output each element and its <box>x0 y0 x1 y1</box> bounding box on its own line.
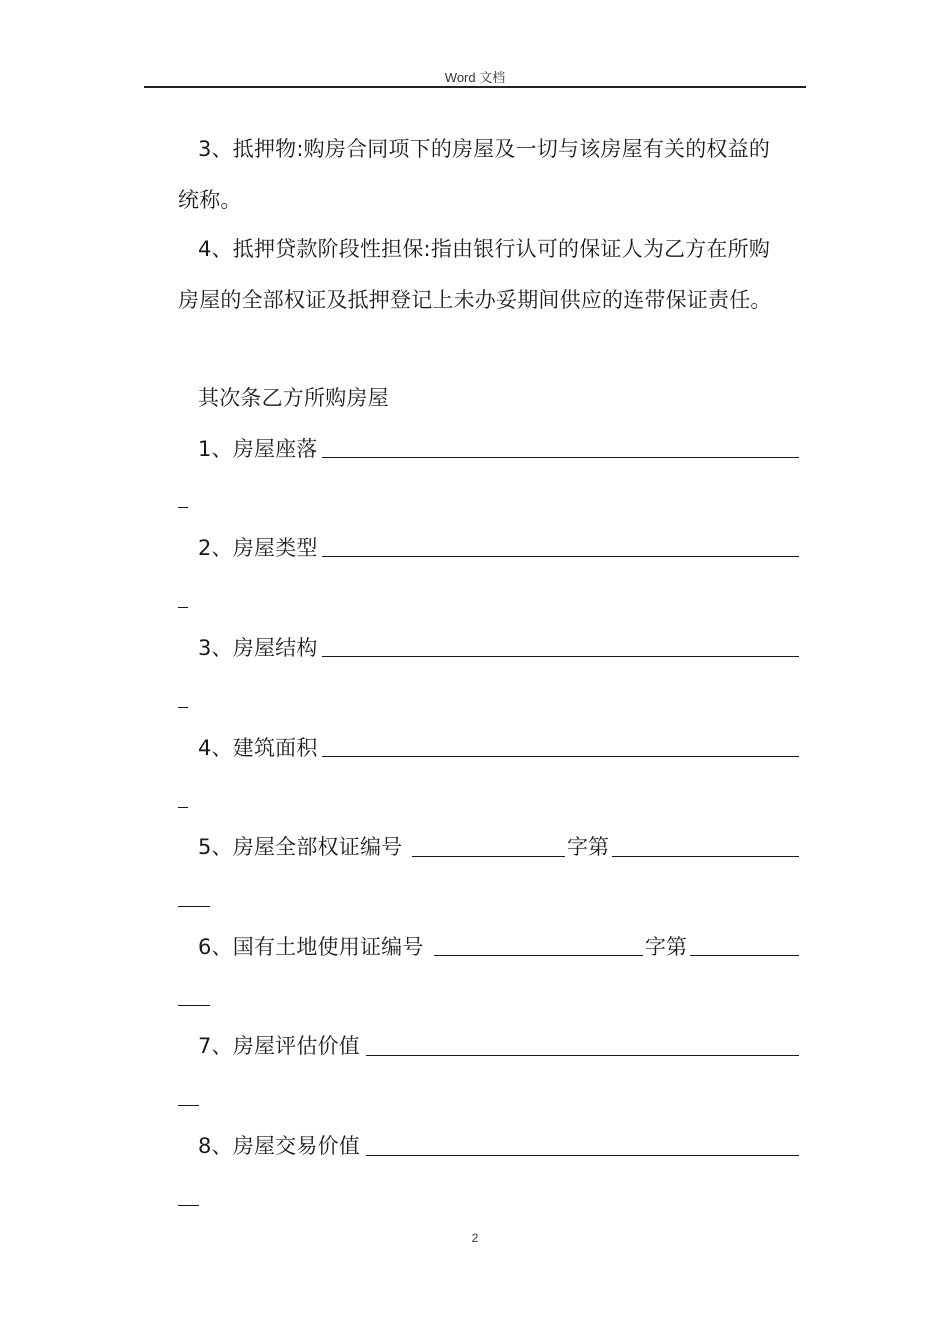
field-house-type-blank <box>322 556 799 557</box>
field-ownership-cert-label: 5、房屋全部权证编号 <box>198 835 403 859</box>
field-ownership-cert-blank-2 <box>612 856 799 857</box>
field-land-cert-zidi: 字第 <box>645 935 687 959</box>
field-floor-area-blank <box>322 756 799 757</box>
field-transaction-value-label: 8、房屋交易价值 <box>198 1134 360 1158</box>
field-appraised-value-blank <box>366 1055 799 1056</box>
paragraph-4-line-2: 房屋的全部权证及抵押登记上未办妥期间供应的连带保证责任。 <box>178 288 772 312</box>
field-house-location-blank <box>322 457 799 458</box>
field-house-location-blank-cont <box>178 507 188 508</box>
field-ownership-cert-zidi: 字第 <box>567 835 609 859</box>
field-floor-area-blank-cont <box>178 807 188 808</box>
field-house-structure-blank <box>322 656 799 657</box>
paragraph-4-line-1: 4、抵押贷款阶段性担保:指由银行认可的保证人为乙方在所购 <box>198 237 771 261</box>
paragraph-3-line-2: 统称。 <box>178 188 242 212</box>
field-appraised-value-label: 7、房屋评估价值 <box>198 1034 360 1058</box>
field-transaction-value-blank-cont <box>178 1205 199 1206</box>
paragraph-3-line-1: 3、抵押物:购房合同项下的房屋及一切与该房屋有关的权益的 <box>198 137 771 161</box>
field-appraised-value-blank-cont <box>178 1105 199 1106</box>
field-land-cert-blank-2 <box>690 955 799 956</box>
field-land-cert-blank-cont <box>178 1005 210 1006</box>
field-ownership-cert-blank-1 <box>412 856 565 857</box>
field-transaction-value-blank <box>366 1155 799 1156</box>
field-floor-area-label: 4、建筑面积 <box>198 736 318 760</box>
header-title: Word 文档 <box>444 70 506 85</box>
field-house-type-blank-cont <box>178 607 188 608</box>
field-house-type-label: 2、房屋类型 <box>198 536 318 560</box>
section-title: 其次条乙方所购房屋 <box>198 386 389 410</box>
header-divider <box>144 86 806 88</box>
field-ownership-cert-blank-cont <box>178 906 210 907</box>
field-land-cert-label: 6、国有土地使用证编号 <box>198 935 424 959</box>
field-house-structure-blank-cont <box>178 707 188 708</box>
field-land-cert-blank-1 <box>434 955 643 956</box>
field-house-structure-label: 3、房屋结构 <box>198 636 318 660</box>
field-house-location-label: 1、房屋座落 <box>198 437 318 461</box>
page-number: 2 <box>471 1231 479 1245</box>
